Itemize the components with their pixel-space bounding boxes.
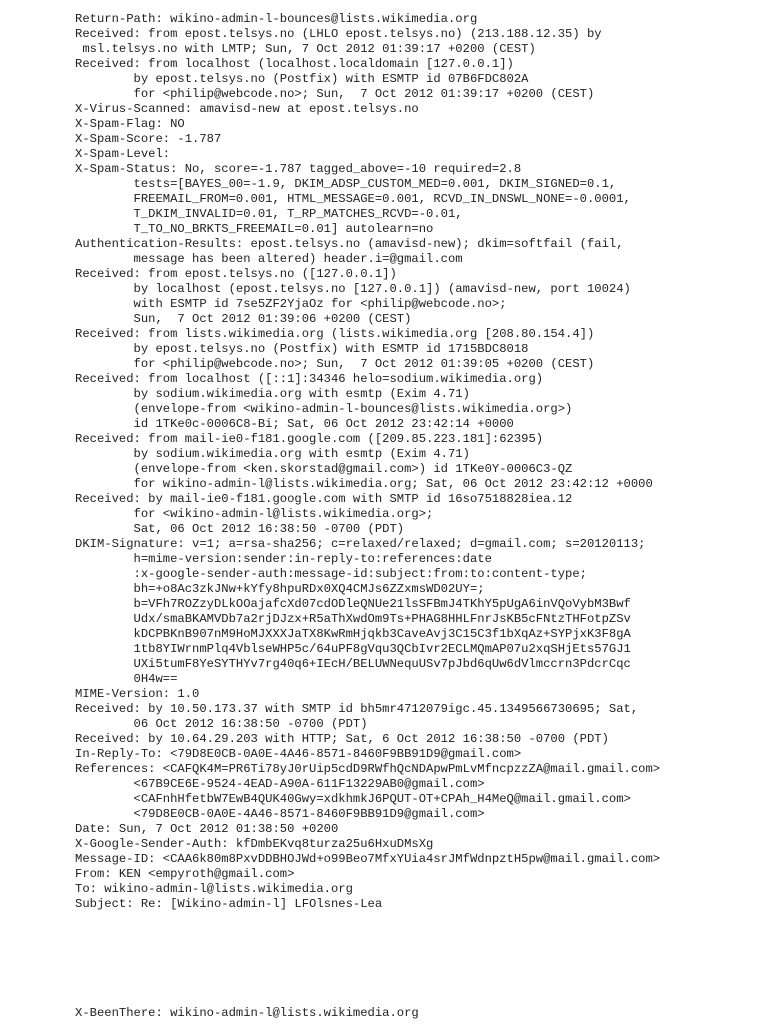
header-line: T_TO_NO_BRKTS_FREEMAIL=0.01] autolearn=no: [75, 222, 434, 236]
header-line: UXi5tumF8YeSYTHYv7rg40q6+IEcH/BELUWNequUSv7pJbd6qUw6dVlmccrn3PdcrCqc: [75, 657, 631, 671]
header-line: Authentication-Results: epost.telsys.no (amavisd-new); dkim=softfail (fail,: [75, 237, 624, 251]
header-line: Received: from epost.telsys.no ([127.0.0.1]): [75, 267, 397, 281]
header-line: FREEMAIL_FROM=0.001, HTML_MESSAGE=0.001, RCVD_IN_DNSWL_NONE=-0.0001,: [75, 192, 631, 206]
header-line: (envelope-from <wikino-admin-l-bounces@lists.wikimedia.org>): [75, 402, 573, 416]
header-line: X-Virus-Scanned: amavisd-new at epost.telsys.no: [75, 102, 419, 116]
header-line: Udx/smaBKAMVDb7a2rjDJzx+R5aThXwdOm9Ts+PHAG8HHLFnrJsKB5cFNtzTHFotpZSv: [75, 612, 631, 626]
header-line: for <wikino-admin-l@lists.wikimedia.org>;: [75, 507, 434, 521]
header-line: Sun, 7 Oct 2012 01:39:06 +0200 (CEST): [75, 312, 412, 326]
header-line: Received: from lists.wikimedia.org (lists.wikimedia.org [208.80.154.4]): [75, 327, 595, 341]
header-line: T_DKIM_INVALID=0.01, T_RP_MATCHES_RCVD=-0.01,: [75, 207, 463, 221]
header-line: Received: from mail-ie0-f181.google.com ([209.85.223.181]:62395): [75, 432, 544, 446]
header-line: for wikino-admin-l@lists.wikimedia.org; Sat, 06 Oct 2012 23:42:12 +0000: [75, 477, 653, 491]
header-line: X-Spam-Level:: [75, 147, 171, 161]
header-line: kDCPBKnB907nM9HoMJXXXJaTX8KwRmHjqkb3CaveAvj3C15C3f1bXqAz+SYPjxK3F8gA: [75, 627, 631, 641]
header-line: 06 Oct 2012 16:38:50 -0700 (PDT): [75, 717, 368, 731]
header-line: message has been altered) header.i=@gmail.com: [75, 252, 463, 266]
email-header-block: [75, 12, 660, 912]
header-line: bh=+o8Ac3zkJNw+kYfy8hpuRDx0XQ4CMJs6ZZxmsWD02UY=;: [75, 582, 485, 596]
header-line: <79D8E0CB-0A0E-4A46-8571-8460F9BB91D9@gmail.com>: [75, 807, 485, 821]
header-line: id 1TKe0c-0006C8-Bi; Sat, 06 Oct 2012 23:42:14 +0000: [75, 417, 514, 431]
header-line: h=mime-version:sender:in-reply-to:references:date: [75, 552, 492, 566]
header-line: 1tb8YIWrnmPlq4VblseWHP5c/64uPF8gVqu3QCbIvr2ECLMQmAP07u2xqSHjEts57GJ1: [75, 642, 631, 656]
header-line: References: <CAFQK4M=PR6Ti78yJ0rUip5cdD9RWfhQcNDApwPmLvMfncpzzZA@mail.gmail.com>: [75, 762, 661, 776]
header-line: by sodium.wikimedia.org with esmtp (Exim 4.71): [75, 447, 470, 461]
header-line: <CAFnhHfetbW7EwB4QUK40Gwy=xdkhmkJ6PQUT-OT+CPAh_H4MeQ@mail.gmail.com>: [75, 792, 631, 806]
header-line: <67B9CE6E-9524-4EAD-A90A-611F13229AB0@gmail.com>: [75, 777, 485, 791]
header-line: Received: from localhost (localhost.localdomain [127.0.0.1]): [75, 57, 514, 71]
header-line: X-Spam-Flag: NO: [75, 117, 185, 131]
header-line: DKIM-Signature: v=1; a=rsa-sha256; c=relaxed/relaxed; d=gmail.com; s=20120113;: [75, 537, 646, 551]
header-line: :x-google-sender-auth:message-id:subject:from:to:content-type;: [75, 567, 587, 581]
header-line: msl.telsys.no with LMTP; Sun, 7 Oct 2012 01:39:17 +0200 (CEST): [75, 42, 536, 56]
header-line: From: KEN <empyroth@gmail.com>: [75, 867, 295, 881]
header-line: 0H4w==: [75, 672, 178, 686]
header-line: Received: by 10.50.173.37 with SMTP id bh5mr4712079igc.45.1349566730695; Sat,: [75, 702, 639, 716]
header-line: for <philip@webcode.no>; Sun, 7 Oct 2012 01:39:05 +0200 (CEST): [75, 357, 595, 371]
header-line: X-Google-Sender-Auth: kfDmbEKvq8turza25u6HxuDMsXg: [75, 837, 434, 851]
header-line: b=VFh7ROZzyDLkOOajafcXd07cdODleQNUe21lsSFBmJ4TKhY5pUgA6inVQoVybM3Bwf: [75, 597, 631, 611]
header-line: X-Spam-Score: -1.787: [75, 132, 222, 146]
header-line: Received: from epost.telsys.no (LHLO epost.telsys.no) (213.188.12.35) by: [75, 27, 602, 41]
header-line: with ESMTP id 7se5ZF2YjaOz for <philip@webcode.no>;: [75, 297, 507, 311]
header-line: by epost.telsys.no (Postfix) with ESMTP id 1715BDC8018: [75, 342, 529, 356]
header-line: tests=[BAYES_00=-1.9, DKIM_ADSP_CUSTOM_MED=0.001, DKIM_SIGNED=0.1,: [75, 177, 617, 191]
header-line: Date: Sun, 7 Oct 2012 01:38:50 +0200: [75, 822, 339, 836]
header-line: for <philip@webcode.no>; Sun, 7 Oct 2012 01:39:17 +0200 (CEST): [75, 87, 595, 101]
header-line: by epost.telsys.no (Postfix) with ESMTP id 07B6FDC802A: [75, 72, 529, 86]
header-line: Message-ID: <CAA6k80m8PxvDDBHOJWd+o99Beo7MfxYUia4srJMfWdnpztH5pw@mail.gmail.com>: [75, 852, 661, 866]
header-line: X-Spam-Status: No, score=-1.787 tagged_above=-10 required=2.8: [75, 162, 522, 176]
header-line: In-Reply-To: <79D8E0CB-0A0E-4A46-8571-8460F9BB91D9@gmail.com>: [75, 747, 522, 761]
header-line: Subject: Re: [Wikino-admin-l] LFOlsnes-Lea: [75, 897, 383, 911]
header-line: Return-Path: wikino-admin-l-bounces@lists.wikimedia.org: [75, 12, 478, 26]
x-beenthere-header-line: X-BeenThere: wikino-admin-l@lists.wikimedia.org: [75, 1006, 419, 1020]
header-line: MIME-Version: 1.0: [75, 687, 200, 701]
header-line: by sodium.wikimedia.org with esmtp (Exim 4.71): [75, 387, 470, 401]
header-line: Sat, 06 Oct 2012 16:38:50 -0700 (PDT): [75, 522, 405, 536]
header-line: (envelope-from <ken.skorstad@gmail.com>) id 1TKe0Y-0006C3-QZ: [75, 462, 573, 476]
header-line: Received: from localhost ([::1]:34346 helo=sodium.wikimedia.org): [75, 372, 544, 386]
header-line: Received: by 10.64.29.203 with HTTP; Sat, 6 Oct 2012 16:38:50 -0700 (PDT): [75, 732, 609, 746]
header-line: To: wikino-admin-l@lists.wikimedia.org: [75, 882, 353, 896]
header-line: by localhost (epost.telsys.no [127.0.0.1]) (amavisd-new, port 10024): [75, 282, 631, 296]
header-line: Received: by mail-ie0-f181.google.com with SMTP id 16so7518828iea.12: [75, 492, 573, 506]
